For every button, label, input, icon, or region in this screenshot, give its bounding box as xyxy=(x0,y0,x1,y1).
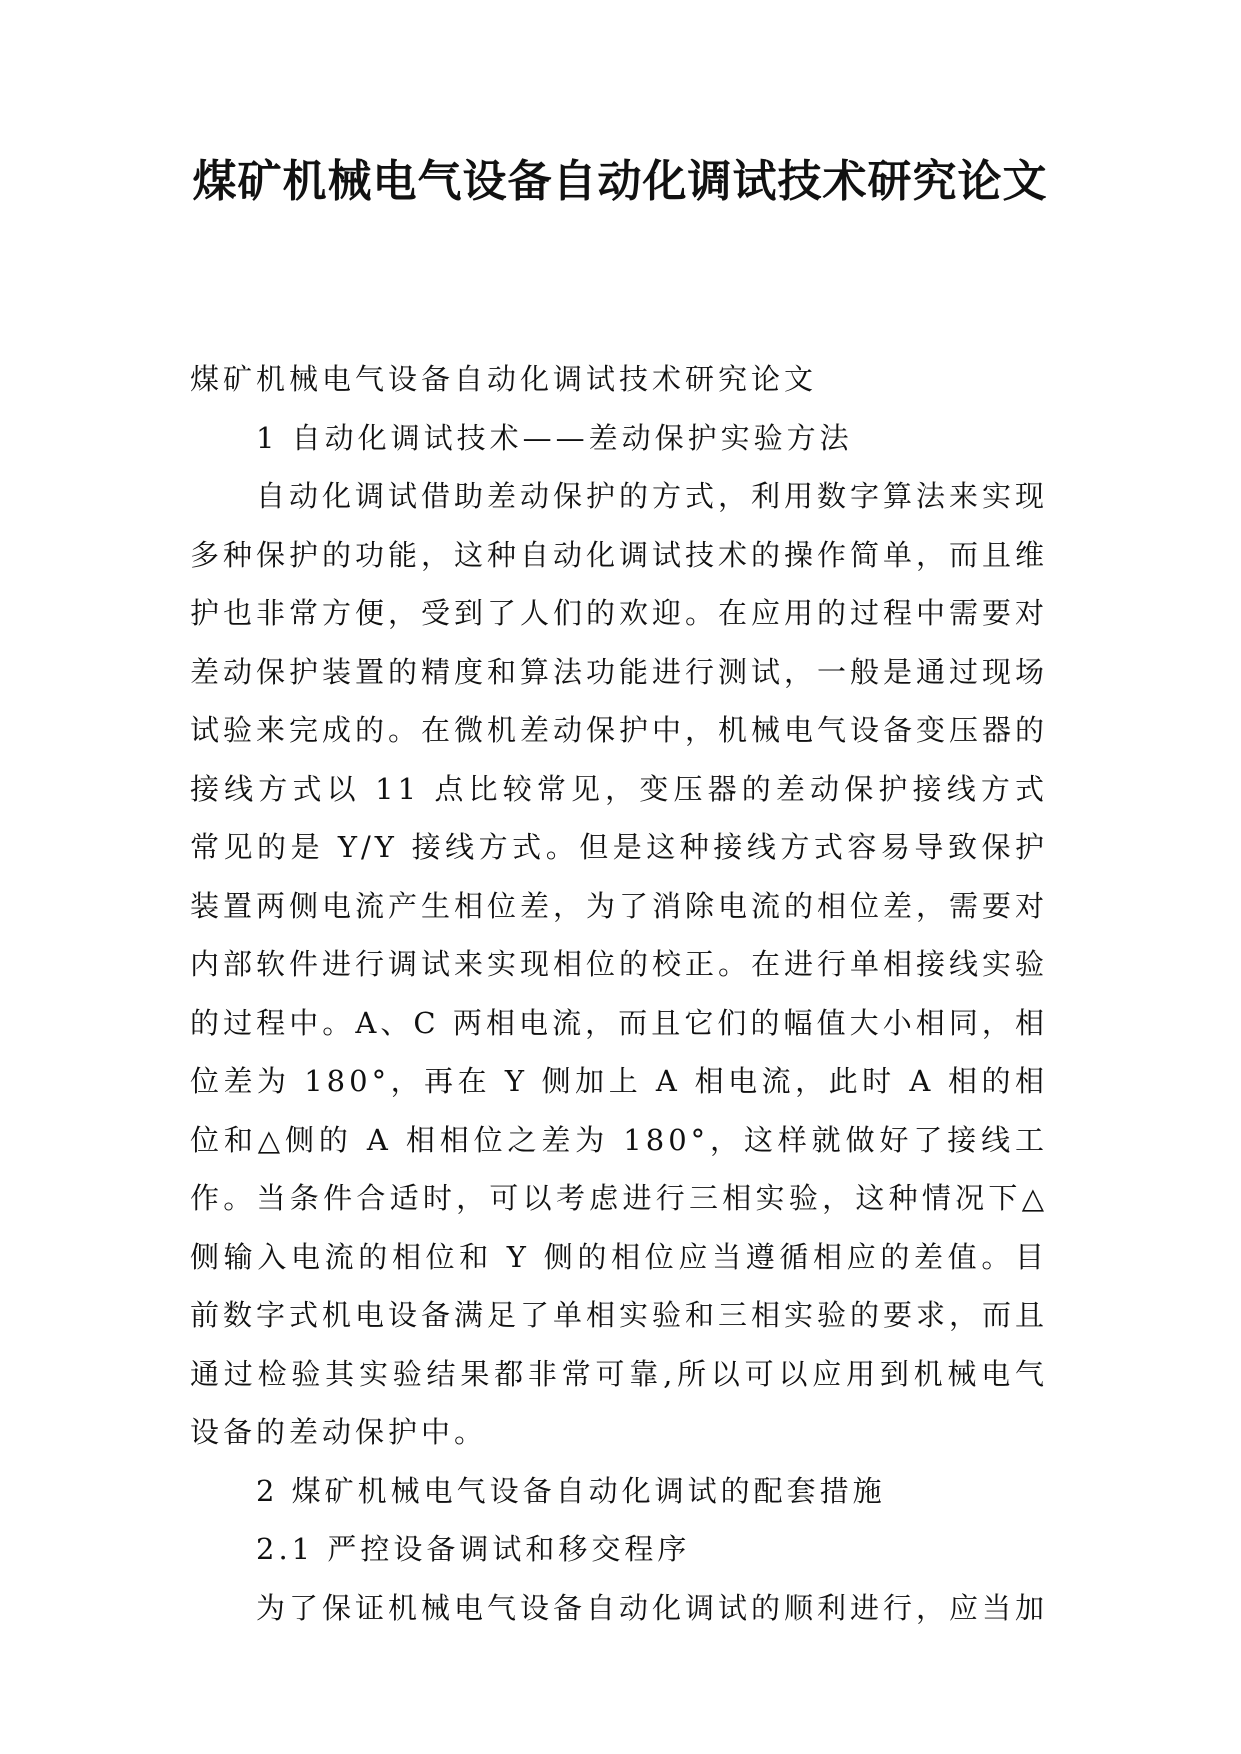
document-title: 煤矿机械电气设备自动化调试技术研究论文 xyxy=(192,156,1048,207)
document-subtitle: 煤矿机械电气设备自动化调试技术研究论文 xyxy=(190,362,818,396)
section-heading-2-1: 2.1 严控设备调试和移交程序 xyxy=(256,1532,691,1566)
body-paragraph-2: 为了保证机械电气设备自动化调试的顺利进行，应当加 xyxy=(256,1590,1049,1625)
document-body xyxy=(190,350,1048,1637)
section-heading-2: 2 煤矿机械电气设备自动化调试的配套措施 xyxy=(256,1473,886,1508)
section-heading-1: 1 自动化调试技术——差动保护实验方法 xyxy=(256,420,853,455)
body-paragraph-1: 自动化调试借助差动保护的方式，利用数字算法来实现多种保护的功能，这种自动化调试技术的操作简单，而且维护也非常方便，受到了人们的欢迎。在应用的过程中需要对差动保护装置的精度和算法功能进行测试，一般是通过现场试验来完成的。在微机差动保护中，机械电气设备变压器的接线方式以 11 点比较常见，变压器的差动保护接线方式常见的是 Y/Y 接线方式。但是这种接线方式容易导致保护装置两侧电流产生相位差，为了消除电流的相位差，需要对内部软件进行调试来实现相位的校正。在进行单相接线实验的过程中。A、C 两相电流，而且它们的幅值大小相同，相位差为 180°，再在 Y 侧加上 A 相电流，此时 A 相的相位和△侧的 A 相相位之差为 180°，这样就做好了接线工作。当条件合适时，可以考虑进行三相实验，这种情况下△侧输入电流的相位和 Y 侧的相位应当遵循相应的差值。目前数字式机电设备满足了单相实验和三相实验的要求，而且通过检验其实验结果都非常可靠,所以可以应用到机械电气设备的差动保护中。 xyxy=(190,479,1049,1449)
